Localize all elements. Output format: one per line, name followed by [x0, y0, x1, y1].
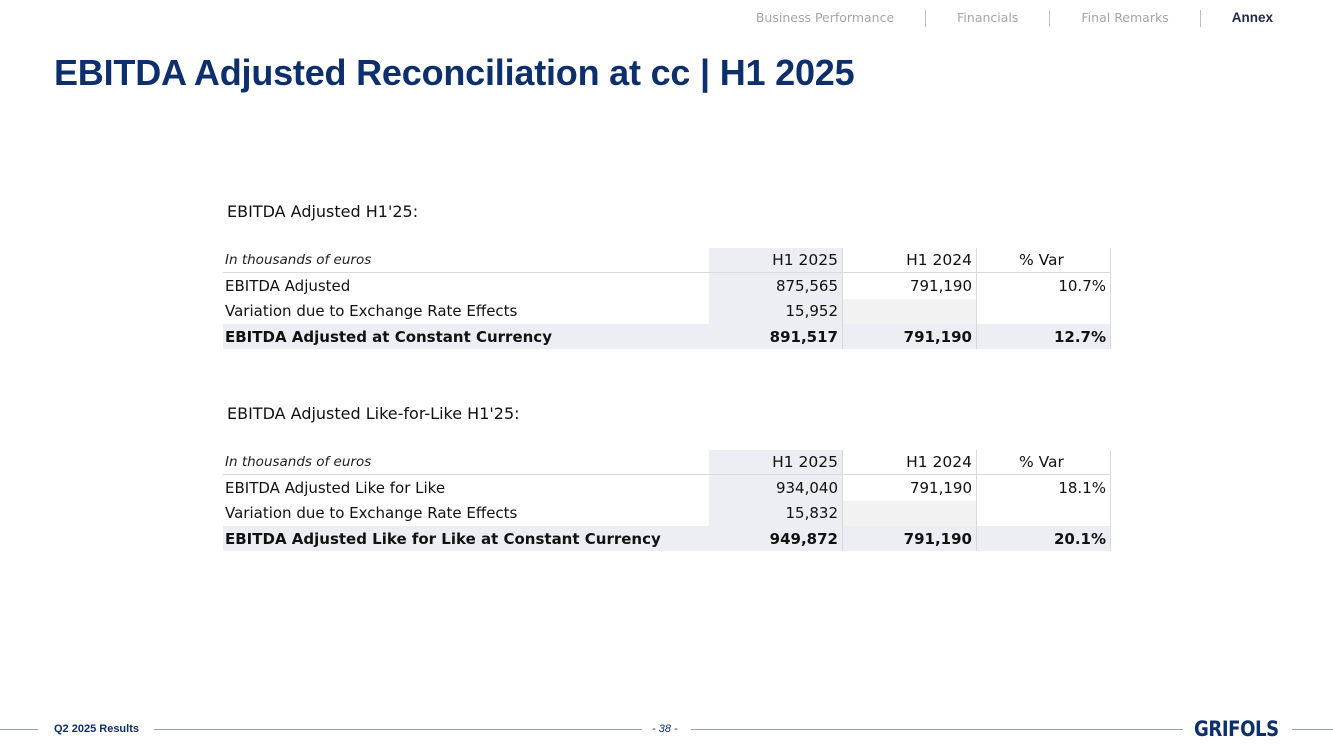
cell-h1-2025: 949,872: [709, 526, 843, 551]
row-label: EBITDA Adjusted Like for Like at Constant Currency: [225, 529, 661, 548]
cell-h1-2024: [843, 501, 977, 526]
section-title-ebitda-adjusted: EBITDA Adjusted H1'25:: [227, 202, 419, 221]
cell-h1-2024: [843, 299, 977, 324]
section-title-ebitda-like-for-like: EBITDA Adjusted Like-for-Like H1'25:: [227, 404, 520, 423]
table-row: [223, 273, 1111, 298]
ebitda-adjusted-table: [223, 248, 1111, 349]
table-header-row: [223, 450, 1111, 475]
table-total-row: [223, 526, 1111, 551]
cell-h1-2024: 791,190: [843, 324, 977, 349]
footer-report-label: Q2 2025 Results: [54, 723, 139, 735]
column-header-h1-2025: H1 2025: [709, 450, 843, 474]
table-row: [223, 501, 1111, 526]
ebitda-like-for-like-table: [223, 450, 1111, 551]
cell-var: 10.7%: [977, 273, 1111, 298]
cell-h1-2024: 791,190: [843, 475, 977, 500]
table-total-row: [223, 324, 1111, 349]
row-label: EBITDA Adjusted at Constant Currency: [225, 327, 552, 346]
row-label: EBITDA Adjusted Like for Like: [225, 478, 446, 497]
footer-divider: [154, 729, 642, 730]
nav-financials[interactable]: Financials: [957, 10, 1019, 25]
cell-var: 12.7%: [977, 324, 1111, 349]
cell-var: 20.1%: [977, 526, 1111, 551]
cell-h1-2025: 934,040: [709, 475, 843, 500]
footer-divider: [0, 729, 38, 730]
top-navigation: [725, 9, 1273, 27]
table-header-row: [223, 248, 1111, 273]
cell-var: [977, 501, 1111, 526]
cell-var: 18.1%: [977, 475, 1111, 500]
cell-h1-2025: 891,517: [709, 324, 843, 349]
footer-divider: [1292, 729, 1333, 730]
footer-divider: [691, 729, 1183, 730]
table-row: [223, 299, 1111, 324]
grifols-logo: GRIFOLS: [1194, 717, 1279, 741]
nav-business-performance[interactable]: Business Performance: [755, 10, 895, 25]
page-title: EBITDA Adjusted Reconciliation at cc | H1 2025: [54, 52, 855, 93]
cell-h1-2024: 791,190: [843, 273, 977, 298]
column-header-h1-2024: H1 2024: [843, 450, 977, 474]
row-label: Variation due to Exchange Rate Effects: [225, 504, 518, 523]
row-label: EBITDA Adjusted: [225, 276, 351, 295]
cell-h1-2025: 15,832: [709, 501, 843, 526]
table-row: [223, 475, 1111, 500]
cell-h1-2024: 791,190: [843, 526, 977, 551]
cell-h1-2025: 875,565: [709, 273, 843, 298]
page-number: - 38 -: [652, 723, 678, 735]
column-header-var: % Var: [977, 248, 1111, 272]
unit-label: In thousands of euros: [225, 252, 372, 269]
row-label: Variation due to Exchange Rate Effects: [225, 302, 518, 321]
nav-final-remarks[interactable]: Final Remarks: [1081, 10, 1169, 25]
cell-var: [977, 299, 1111, 324]
unit-label: In thousands of euros: [225, 454, 372, 471]
column-header-var: % Var: [977, 450, 1111, 474]
column-header-h1-2024: H1 2024: [843, 248, 977, 272]
cell-h1-2025: 15,952: [709, 299, 843, 324]
column-header-h1-2025: H1 2025: [709, 248, 843, 272]
nav-annex[interactable]: Annex: [1231, 10, 1273, 25]
